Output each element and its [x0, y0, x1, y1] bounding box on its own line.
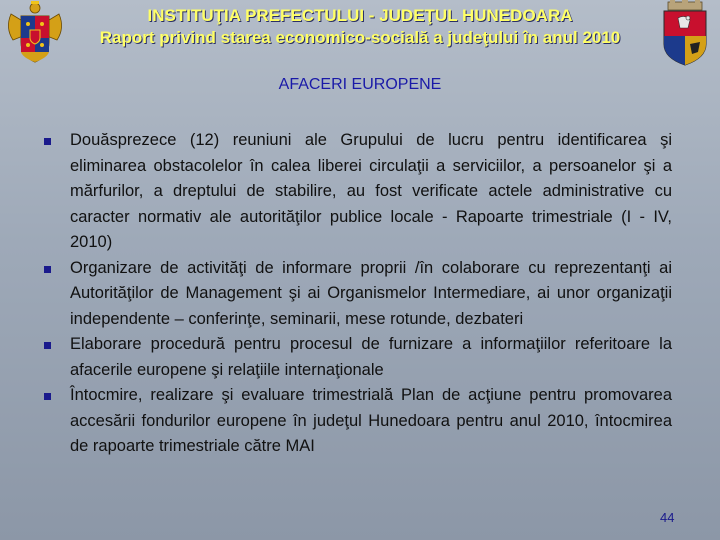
bullet-item [44, 256, 672, 333]
report-institution-title: INSTITUŢIA PREFECTULUI - JUDEŢUL HUNEDOARA [147, 6, 573, 25]
bullet-marker-icon [44, 138, 51, 145]
bullet-text: Douăsprezece (12) reuniuni ale Grupului de lucru pentru identificarea şi eliminarea obstacolelor în calea liberei circulaţii a serviciilor, a persoanelor şi a mărfurilor, a dreptului de stabilire, au fost verificate actele administrative cu caracter normativ ale autorităţilor publice locale - Rapoarte trimestriale (I - IV, 2010) [70, 131, 672, 251]
bullet-marker-icon [44, 266, 51, 273]
report-subtitle: Raport privind starea economico-socială a judeţului în anul 2010 [99, 28, 621, 47]
bullet-marker-icon [44, 342, 51, 349]
bullet-list [44, 128, 672, 460]
section-heading: AFACERI EUROPENE [278, 76, 442, 93]
bullet-text: Elaborare procedură pentru procesul de furnizare a informaţiilor referitoare la afacerile europene şi relaţiile internaţionale [70, 335, 672, 379]
bullet-item [44, 128, 672, 256]
page-number: 44 [660, 510, 675, 525]
bullet-text: Întocmire, realizare şi evaluare trimestrială Plan de acţiune pentru promovarea accesării fondurilor europene în judeţul Hunedoara pentru anul 2010, întocmirea de rapoarte trimestriale către MAI [70, 386, 672, 455]
bullet-item [44, 332, 672, 383]
bullet-item [44, 383, 672, 460]
bullet-text: Organizare de activităţi de informare proprii /în colaborare cu reprezentanţi ai Autorităţilor de Management şi ai Organismelor Intermediare, ai unor organizaţii independente – conferinţe, seminarii, mese rotunde, dezbateri [70, 258, 672, 328]
bullet-marker-icon [44, 393, 51, 400]
